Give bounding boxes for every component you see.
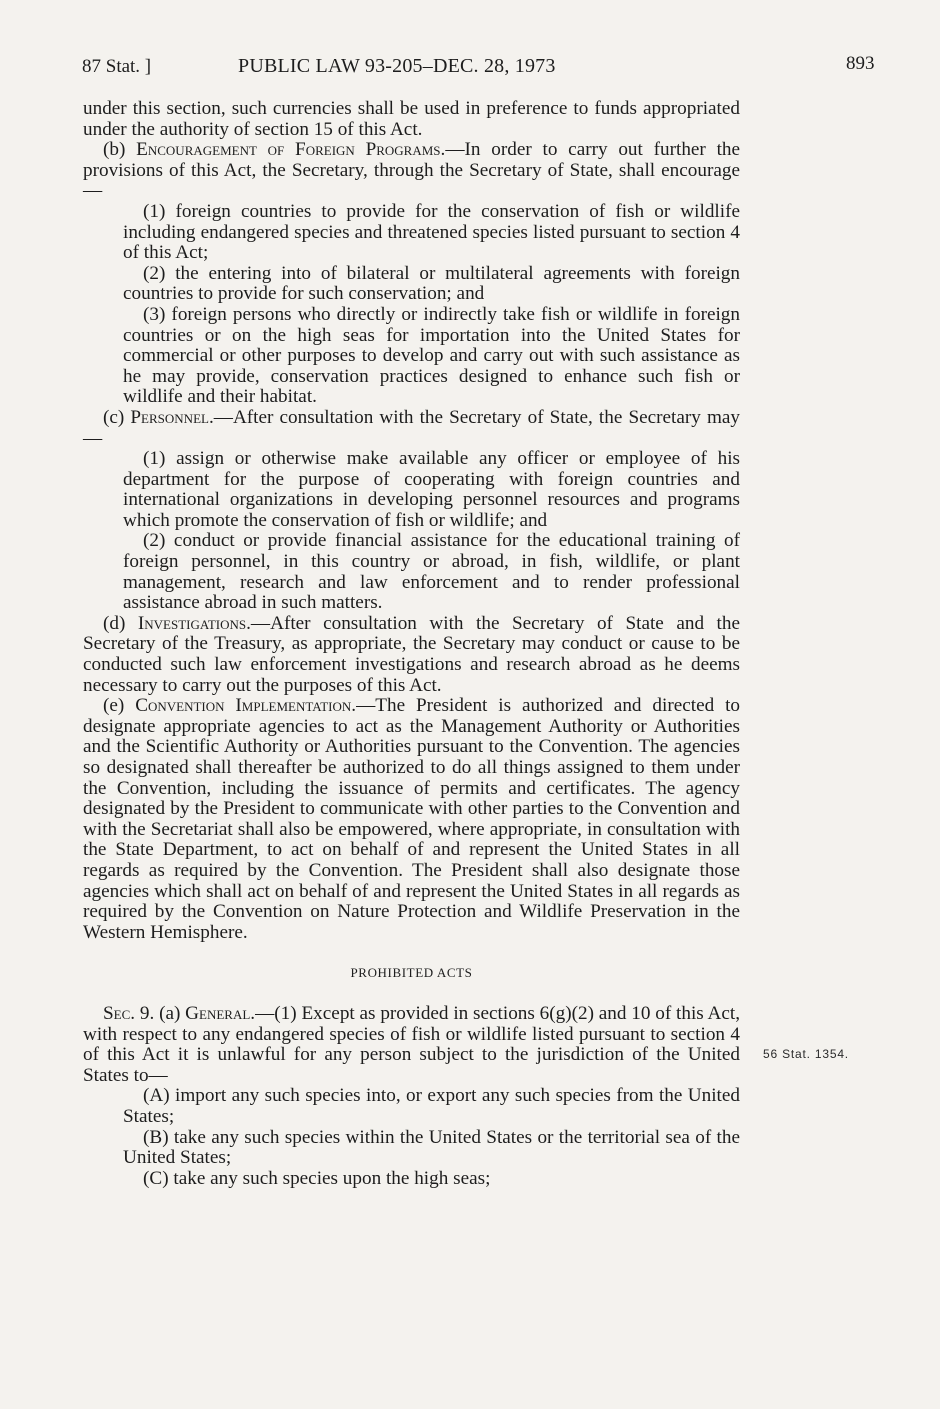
clause-c2: (2) conduct or provide financial assistance for the educational training of foreign personnel, in this country or abroad, in fish, wildlife, or plant management, research and law enforcement and to render professional assistance abroad in such matters. bbox=[123, 530, 740, 614]
subsection-label: (e) bbox=[103, 695, 136, 717]
subsection-label: (d) bbox=[103, 612, 138, 634]
section-label: Sec. 9. bbox=[103, 1002, 160, 1024]
running-head: PUBLIC LAW 93-205–DEC. 28, 1973 bbox=[238, 55, 556, 77]
clause-b2: (2) the entering into of bilateral or multilateral agreements with foreign countries to provide for such conservation; and bbox=[123, 262, 740, 305]
section-9-a bbox=[83, 1004, 740, 1086]
subsection-text: —After consultation with the Secretary of State, the Secretary may— bbox=[83, 406, 740, 449]
subsection-heading: Personnel. bbox=[130, 406, 214, 428]
paragraph-continuation: under this section, such currencies shall be used in preference to funds appropriated under the authority of section 15 of this Act. bbox=[83, 98, 740, 140]
subsection-e bbox=[83, 696, 740, 943]
clause-C: (C) take any such species upon the high seas; bbox=[143, 1167, 491, 1189]
subsection-heading: Convention Implementation. bbox=[135, 695, 357, 717]
subsection-heading: General. bbox=[185, 1002, 256, 1024]
volume-reference: 87 Stat. ] bbox=[82, 56, 152, 77]
subsection-label: (a) bbox=[159, 1002, 186, 1024]
subsection-text: —The President is authorized and directed to designate appropriate agencies to act as the Management Authority or Authorities and the Scientific Authority or Authorities pursuant to the Convention. The agencies so designated shall thereafter be authorized to do all things assigned to them under the Convention, including the issuance of permits and certificates. The agency designated by the President to communicate with other parties to the Convention and with the Secretariat shall also be empowered, where appropriate, in consultation with the State Department, to act on behalf of and represent the United States in all regards as required by the Convention. The President shall also designate those agencies which shall act on behalf of and represent the United States in all regards as required by the Convention on Nature Protection and Wildlife Preservation in the Western Hemisphere. bbox=[83, 695, 741, 943]
page-number: 893 bbox=[846, 53, 875, 74]
subsection-text: —After consultation with the Secretary of State and the Secretary of the Treasury, as appropriate, the Secretary may conduct or cause to be conducted such law enforcement investigations and research abroad as he deems necessary to carry out the purposes of this Act. bbox=[83, 612, 740, 696]
subsection-heading: Encouragement of Foreign Programs. bbox=[136, 139, 446, 161]
clause-B: (B) take any such species within the United States or the territorial sea of the United States; bbox=[123, 1126, 740, 1169]
clause-c1: (1) assign or otherwise make available any officer or employee of his department for the purpose of cooperating with foreign countries and international organizations in developing personnel resources and programs which promote the conservation of fish or wildlife; and bbox=[123, 448, 740, 531]
subsection-b bbox=[83, 140, 740, 202]
section-heading: PROHIBITED ACTS bbox=[350, 965, 473, 981]
clause-b1: (1) foreign countries to provide for the conservation of fish or wildlife including endangered species and threatened species listed pursuant to section 4 of this Act; bbox=[123, 200, 740, 264]
clause-b3: (3) foreign persons who directly or indirectly take fish or wildlife in foreign countries or on the high seas for importation into the United States for commercial or other purposes to develop and carry out with such assistance as he may provide, conservation practices designed to enhance such fish or wildlife and their habitat. bbox=[123, 303, 740, 408]
margin-citation: 56 Stat. 1354. bbox=[763, 1047, 849, 1061]
subsection-d bbox=[83, 614, 740, 696]
subsection-text: —(1) Except as provided in sections 6(g)(2) and 10 of this Act, with respect to any endangered species of fish or wildlife listed pursuant to section 4 of this Act it is unlawful for any person subject to the jurisdiction of the United States to— bbox=[83, 1002, 741, 1086]
subsection-text: —In order to carry out further the provisions of this Act, the Secretary, through the Secretary of State, shall encourage— bbox=[83, 139, 741, 202]
subsection-c bbox=[83, 408, 740, 449]
statute-body bbox=[83, 99, 740, 1189]
clause-A: (A) import any such species into, or export any such species from the United States; bbox=[123, 1085, 740, 1127]
subsection-label: (c) bbox=[103, 406, 131, 428]
subsection-heading: Investigations. bbox=[137, 612, 251, 634]
subsection-label: (b) bbox=[103, 139, 137, 161]
